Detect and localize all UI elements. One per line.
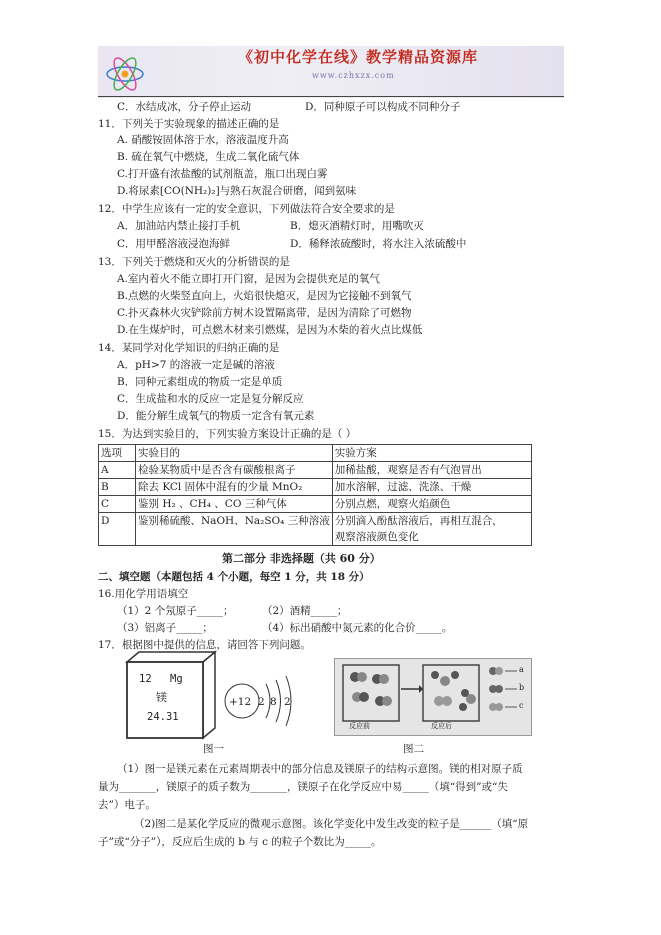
q12-stem: 12．中学生应该有一定的安全意识，下列做法符合安全要求的是 xyxy=(98,203,395,215)
q17-1-line1: （1）图一是镁元素在元素周期表中的部分信息及镁原子的结构示意图。镁的相对原子质 xyxy=(117,763,523,775)
table-cell: 鉴别 H₂ 、CH₄ 、CO 三种气体 xyxy=(136,496,333,513)
fill-section-title: 二、填空题（本题包括 4 个小题，每空 1 分，共 18 分） xyxy=(98,571,370,583)
reaction-diagram xyxy=(334,658,532,736)
table-header-cell: 实验目的 xyxy=(136,445,333,462)
header-title: 《初中化学在线》教学精品资源库 xyxy=(238,48,479,66)
q10-option-d: D．同种原子可以构成不同种分子 xyxy=(305,101,461,113)
q13-stem: 13．下列关于燃烧和灭火的分析错误的是 xyxy=(98,256,290,268)
table-cell-line: 分别滴入酚酞溶液后，再相互混合， xyxy=(334,515,503,527)
q11-option-d: D.将尿素[CO(NH₂)₂]与熟石灰混合研磨，闻到氨味 xyxy=(117,185,357,197)
element-number: 12 xyxy=(139,673,152,685)
table-cell: 鉴别稀硫酸、NaOH、Na₂SO₄ 三种溶液 xyxy=(136,513,333,546)
element-symbol: Mg xyxy=(170,673,183,685)
q15-stem: 15．为达到实验目的，下列实验方案设计正确的是（ ） xyxy=(98,428,357,440)
reaction-after-label: 反应后 xyxy=(431,722,452,730)
q16-part1: （1）2 个氖原子_____； xyxy=(117,605,234,617)
table-cell: A xyxy=(99,462,136,479)
legend-b: b xyxy=(519,683,525,692)
table-row xyxy=(99,496,532,513)
q17-1-line3: 去”）电子。 xyxy=(98,799,156,811)
q12-option-a: A．加油站内禁止接打手机 xyxy=(117,220,241,232)
atom-shell-3: 2 xyxy=(284,696,291,708)
table-row xyxy=(99,513,532,546)
q12-option-b: B．熄灭酒精灯时，用嘴吹灭 xyxy=(290,220,424,232)
q13-option-a: A.室内着火不能立即打开门窗，是因为会提供充足的氧气 xyxy=(117,273,380,285)
table-cell: C xyxy=(99,496,136,513)
table-cell xyxy=(332,513,531,546)
table-header-cell: 实验方案 xyxy=(332,445,531,462)
q13-option-d: D.在生煤炉时，可点燃木材来引燃煤，是因为木柴的着火点比煤低 xyxy=(117,324,423,336)
header-divider xyxy=(98,96,564,97)
table-cell-line: 观察溶液颜色变化 xyxy=(334,531,419,543)
q17-2-line1: （2)图二是某化学反应的微观示意图。该化学变化中发生改变的粒子是______（填“原 xyxy=(134,818,529,830)
q13-option-c: C.扑灭森林火灾铲除前方树木设置隔离带，是因为清除了可燃物 xyxy=(117,307,412,319)
atom-shell-1: 2 xyxy=(258,696,265,708)
q10-option-c: C．水结成冰，分子停止运动 xyxy=(117,101,252,113)
q16-stem: 16.用化学用语填空 xyxy=(98,588,189,600)
table-cell: B xyxy=(99,479,136,496)
legend-a: a xyxy=(519,665,524,674)
q16-part3: （3）铝离子_____； xyxy=(117,622,213,634)
table-cell: 加稀盐酸，观察是否有气泡冒出 xyxy=(332,462,531,479)
q16-part4: （4）标出硝酸中氮元素的化合价_____。 xyxy=(262,622,453,634)
table-cell: D xyxy=(99,513,136,546)
q11-stem: 11．下列关于实验现象的描述正确的是 xyxy=(98,118,280,130)
q17-stem: 17．根据图中提供的信息，请回答下列问题。 xyxy=(98,639,311,651)
q17-1-line2: 量为_______，镁原子的质子数为_______，镁原子在化学反应中易_____（填“得到”或“失 xyxy=(98,781,508,793)
table-header-cell: 选项 xyxy=(99,445,136,462)
q11-option-b: B. 硫在氧气中燃烧，生成二氧化硫气体 xyxy=(117,151,300,163)
table-cell: 除去 KCl 固体中混有的少量 MnO₂ xyxy=(136,479,333,496)
q12-option-c: C．用甲醛溶液浸泡海鲜 xyxy=(117,238,231,250)
table-cell: 加水溶解，过滤、洗涤、干燥 xyxy=(332,479,531,496)
figure-1-caption: 图一 xyxy=(203,743,224,755)
q16-part2: （2）酒精_____； xyxy=(262,605,348,617)
table-cell: 分别点燃，观察火焰颜色 xyxy=(332,496,531,513)
element-cell-3d xyxy=(123,650,219,742)
figure-2-caption: 图二 xyxy=(403,743,424,755)
q14-option-b: B．同种元素组成的物质一定是单质 xyxy=(117,376,283,388)
q14-option-c: C．生成盐和水的反应一定是复分解反应 xyxy=(117,393,304,405)
q14-option-a: A．pH>7 的溶液一定是碱的溶液 xyxy=(117,359,275,371)
q13-option-b: B.点燃的火柴竖直向上，火焰很快熄灭，是因为它接触不到氧气 xyxy=(117,290,412,302)
q11-option-a: A. 硝酸铵固体溶于水，溶液温度升高 xyxy=(117,134,289,146)
table-cell: 检验某物质中是否含有碳酸根离子 xyxy=(136,462,333,479)
q14-stem: 14．某同学对化学知识的归纳正确的是 xyxy=(98,342,280,354)
q12-option-d: D．稀释浓硫酸时，将水注入浓硫酸中 xyxy=(290,238,467,250)
element-mass: 24.31 xyxy=(147,711,179,723)
experiment-table xyxy=(98,444,532,546)
header-url: www.czhxzx.com xyxy=(312,71,395,80)
table-row xyxy=(99,462,532,479)
part2-title: 第二部分 非选择题（共 60 分） xyxy=(222,552,381,565)
atom-nucleus: +12 xyxy=(229,696,252,708)
element-name: 镁 xyxy=(156,691,167,704)
q17-2-line2: 子”或“分子”），反应后生成的 b 与 c 的粒子个数比为_____。 xyxy=(98,836,382,848)
q11-option-c: C.打开盛有浓盐酸的试剂瓶盖，瓶口出现白雾 xyxy=(117,168,328,180)
q14-option-d: D．能分解生成氧气的物质一定含有氧元素 xyxy=(117,410,315,422)
reaction-before-label: 反应前 xyxy=(349,722,370,730)
table-row xyxy=(99,479,532,496)
table-header-row xyxy=(99,445,532,462)
atom-shell-2: 8 xyxy=(270,696,277,708)
legend-c: c xyxy=(519,701,524,710)
atom-logo-icon xyxy=(103,54,147,94)
